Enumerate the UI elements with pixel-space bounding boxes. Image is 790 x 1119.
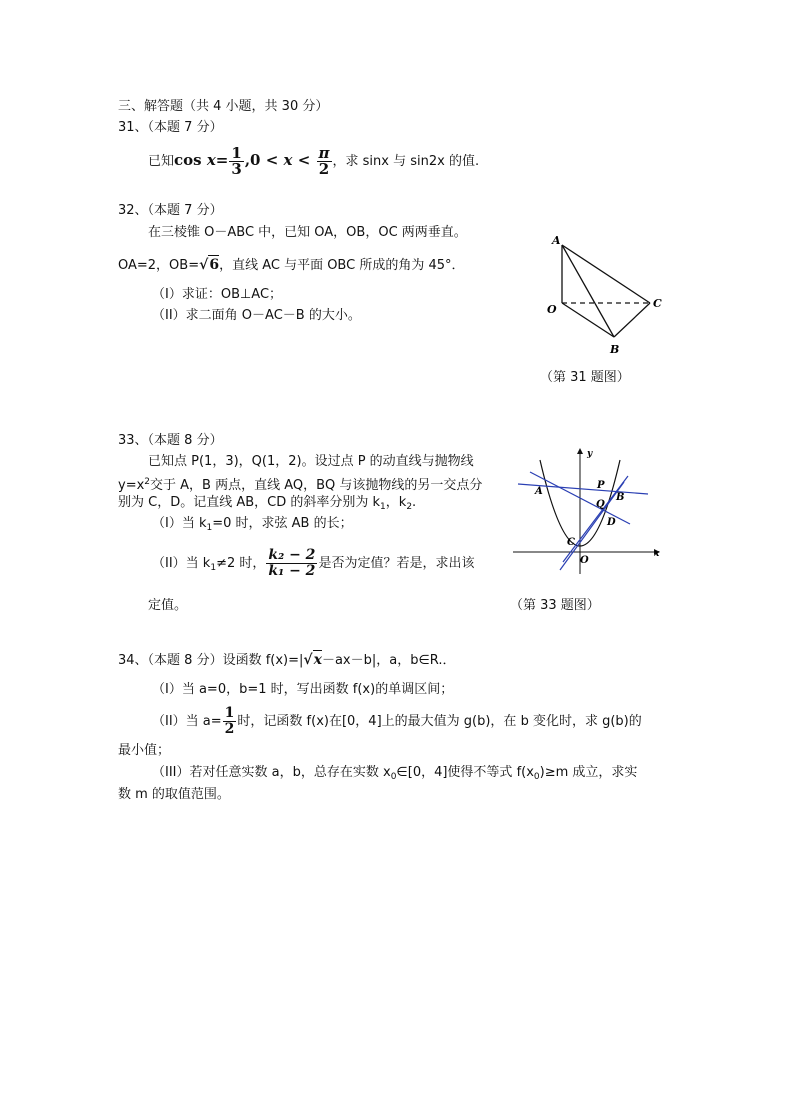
label-O: O — [580, 555, 589, 566]
q32-header: 32、（本题 7 分） — [118, 203, 223, 218]
edge-OB — [562, 303, 614, 337]
q31-body — [148, 145, 479, 177]
edge-AC — [562, 245, 650, 303]
label-A: A — [552, 234, 561, 247]
label-B: B — [610, 343, 620, 356]
label-Q: Q — [596, 499, 605, 510]
q33-part2-end: 定值。 — [148, 598, 188, 613]
y-axis-arrow — [577, 448, 583, 454]
q34-part2: （II）当 a= $\frac{1}{2}$ 时，记函数 f(x)在[0，4]上的最大值为 g(b)，在 b 变化时，求 g(b)的 — [152, 705, 642, 737]
q32-line1: 在三棱锥 O－ABC 中，已知 OA，OB，OC 两两垂直。 — [148, 225, 467, 240]
edge-AB — [562, 245, 614, 337]
label-B: B — [616, 492, 625, 503]
q31-text-prefix: 已知 — [148, 154, 175, 169]
q33-line2: $y=x^2$交于 A，B 两点，直线 AQ，BQ 与该抛物线的另一交点分 — [118, 477, 483, 493]
q32-line2: OA=2，OB=√6，直线 AC 与平面 OBC 所成的角为 45°． — [118, 257, 465, 273]
q34-part3-end: 数 m 的取值范围。 — [118, 787, 230, 802]
q34-half-den: 2 — [224, 721, 235, 737]
q34-part2-end: 最小值； — [118, 743, 171, 758]
q32-part2: （II）求二面角 O－AC－B 的大小。 — [152, 308, 361, 323]
label-D: D — [607, 517, 616, 528]
label-x: x — [654, 549, 660, 559]
label-y: y — [587, 449, 593, 459]
q33-fraction-den: k₁ − 2 — [268, 563, 316, 579]
label-C: C — [567, 537, 575, 548]
section-heading: 三、解答题（共 4 小题，共 30 分） — [118, 99, 329, 114]
q33-part1: （I）当 $k_1=0$ 时，求弦 AB 的长； — [152, 516, 353, 533]
q31-header: 31、（本题 7 分） — [118, 120, 223, 135]
q34-sqrt-x: x — [313, 652, 322, 668]
line-BC — [563, 476, 628, 562]
q34-header: 34、（本题 8 分）设函数 f(x)=|√x－ax－b|，a，b∈R.． — [118, 652, 456, 668]
q33-line1: 已知点 P(1，3)，Q(1，2)。设过点 P 的动直线与抛物线 — [148, 454, 474, 469]
q32-figure-caption: （第 31 题图） — [540, 370, 630, 385]
q33-fraction-num: k₂ − 2 — [268, 547, 316, 563]
q32-sqrt-value: 6 — [209, 257, 220, 273]
edge-BC — [614, 303, 650, 337]
q34-half-num: 1 — [224, 705, 235, 721]
label-A: A — [535, 486, 543, 497]
q33-part2: （II）当 $k_1\ne 2$ 时， $\frac{\text{k₂ − 2}}{\text{k₁ − 2}}$ 是否为定值？若是，求出该 — [152, 547, 475, 579]
q33-figure-caption: （第 33 题图） — [510, 598, 600, 613]
q31-formula: cos x= $\frac{1}{3}$ ,0 < x < $\frac{\pi}{2}$ — [174, 143, 330, 178]
q33-figure — [508, 442, 663, 582]
q32-part1: （I）求证：OB⊥AC； — [152, 287, 283, 302]
q33-header: 33、（本题 8 分） — [118, 433, 223, 448]
q32-figure — [540, 230, 675, 360]
q33-line3: 别为 C，D。记直线 AB，CD 的斜率分别为 $k_1$，$k_2$. — [118, 495, 417, 512]
label-C: C — [653, 297, 662, 310]
label-P: P — [597, 480, 605, 491]
label-O: O — [547, 303, 557, 316]
q34-part1: （I）当 a=0，b=1 时，写出函数 f(x)的单调区间； — [152, 682, 454, 697]
q34-part3: （III）若对任意实数 a，b，总存在实数 $x_0\in[0$，4]使得不等式 $f(x_0)\ge m$ 成立，求实 — [152, 765, 638, 782]
q31-text-suffix: ，求 sinx 与 sin2x 的值. — [332, 154, 480, 169]
